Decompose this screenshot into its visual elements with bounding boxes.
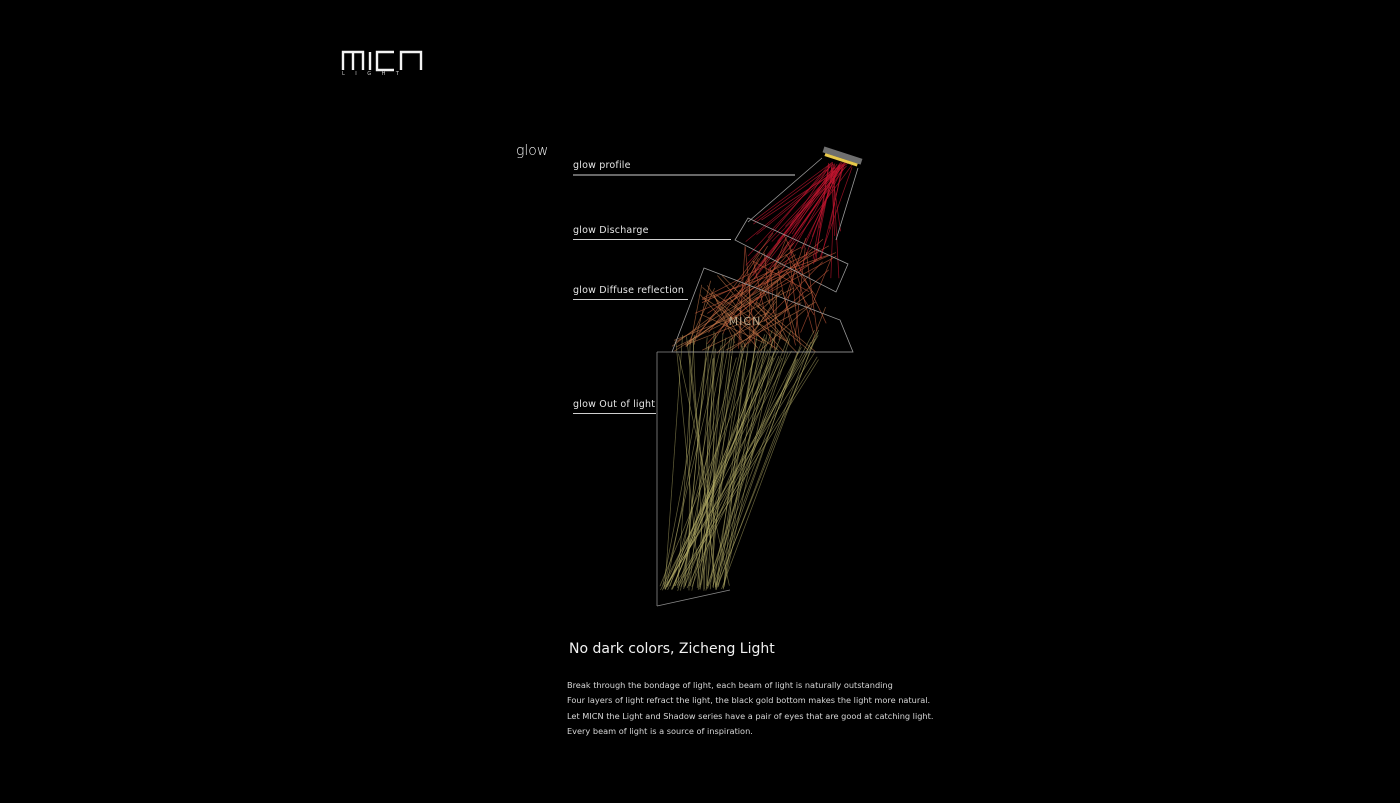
light-ray xyxy=(689,339,690,590)
light-ray xyxy=(665,353,815,587)
light-ray xyxy=(812,307,826,343)
light-ray xyxy=(670,358,736,586)
light-ray xyxy=(753,162,832,221)
section-title: glow xyxy=(516,143,549,159)
light-ray xyxy=(707,255,795,314)
light-refraction-diagram xyxy=(560,140,880,620)
description-line-1: Break through the bondage of light, each beam of light is naturally outstanding xyxy=(567,680,893,690)
description-line-4: Every beam of light is a source of inspiration. xyxy=(567,725,753,736)
light-ray xyxy=(679,347,801,586)
layer-label-diffuse-reflection: glow Diffuse reflection xyxy=(573,285,685,296)
description-body xyxy=(567,678,933,739)
layer-label-profile: glow profile xyxy=(573,160,631,171)
light-ray xyxy=(746,168,835,242)
brand-logo-mark xyxy=(341,48,425,72)
embossed-logo: MICN xyxy=(728,315,762,328)
layer-label-discharge: glow Discharge xyxy=(573,225,649,236)
description-line-2: Four layers of light refract the light, the black gold bottom makes the light more natural. xyxy=(567,695,931,706)
light-ray xyxy=(772,166,847,242)
description-line-3: Let MICN the Light and Shadow series have a pair of eyes that are good at catching light. xyxy=(567,710,934,721)
light-ray xyxy=(749,279,750,344)
brand-logo-subtext: LIGHT xyxy=(342,71,410,77)
layer-label-out-of-light: glow Out of light xyxy=(573,399,656,410)
beam-rays-out-of-light xyxy=(660,330,819,591)
beam-rays-profile xyxy=(746,162,853,279)
tagline-heading: No dark colors, Zicheng Light xyxy=(569,641,775,657)
light-ray xyxy=(790,163,831,225)
